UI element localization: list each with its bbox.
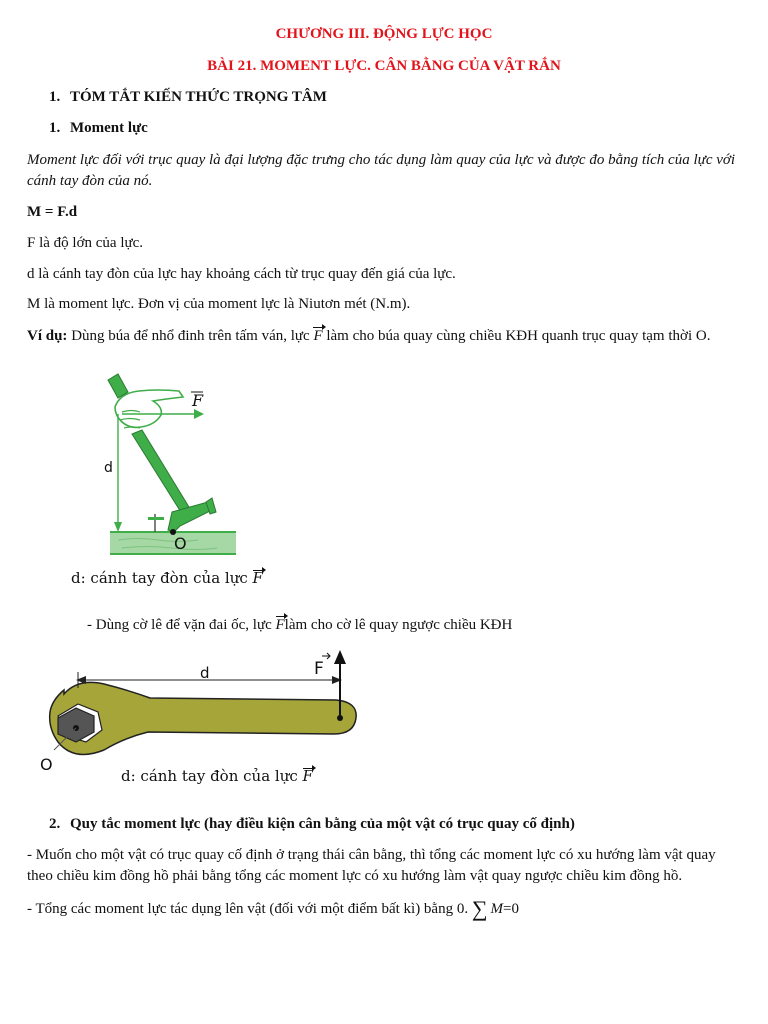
lever-arm-arrow xyxy=(114,522,122,532)
subsection-title: Moment lực xyxy=(70,120,148,136)
subsection2-number: 2. xyxy=(49,816,61,832)
subsection2-title: Quy tắc moment lực (hay điều kiện cân bằng của một vật có trục quay cố định) xyxy=(70,816,575,832)
hammer-figure xyxy=(60,362,260,594)
wrench-pivot-label: O xyxy=(40,755,53,772)
equals-zero: =0 xyxy=(503,901,519,917)
sigma-symbol: ∑ xyxy=(471,896,488,921)
subsection-heading xyxy=(49,120,148,137)
wrench-force-arrowhead xyxy=(334,650,346,664)
hammer-caption xyxy=(71,569,263,587)
hammer-handle xyxy=(132,430,192,517)
wrench-force-label: F xyxy=(314,659,324,679)
rule-1: - Muốn cho một vật có trục quay cố định ở trạng thái cân bằng, thì tổng các moment lực có xu hướng làm vật quay theo chiều kim đồng hồ phải bằng tổng các moment lực có xu hướng làm vật quay ngược chiều kim đồng hồ. xyxy=(27,847,716,884)
moment-symbol: M xyxy=(490,901,504,917)
m-description: M là moment lực. Đơn vị của moment lực là Niutơn mét (N.m). xyxy=(27,296,411,312)
section-title: TÓM TẮT KIẾN THỨC TRỌNG TÂM xyxy=(70,89,327,105)
wrench-caption-vector: F xyxy=(302,767,313,785)
subsection2-heading xyxy=(49,816,575,833)
definition-text: Moment lực đối với trục quay là đại lượng đặc trưng cho tác dụng làm quay của lực và được đo bằng tích của lực với cánh tay đòn của nó. xyxy=(27,152,736,189)
rule-2 xyxy=(27,898,743,920)
hammer-caption-vector: F xyxy=(252,569,263,587)
force-label: F xyxy=(192,391,204,410)
force-arrow-head xyxy=(194,409,204,419)
hand-outline xyxy=(115,390,183,427)
wrench-example-text xyxy=(87,615,512,636)
hammer-head xyxy=(168,502,212,532)
wooden-board xyxy=(110,532,236,554)
example-text-before: Dùng búa để nhổ đinh trên tấm ván, lực xyxy=(67,328,314,344)
wrench-force-symbol: F xyxy=(276,615,285,636)
d-description: d là cánh tay đòn của lực hay khoảng cách từ trục quay đến giá của lực. xyxy=(27,266,456,282)
hammer-caption-text: d: cánh tay đòn của lực xyxy=(71,569,253,587)
wrench-caption xyxy=(121,767,313,785)
wrench-text-after: làm cho cờ lê quay ngược chiều KĐH xyxy=(284,617,513,633)
wrench-caption-text: d: cánh tay đòn của lực xyxy=(121,767,303,785)
f-description: F là độ lớn của lực. xyxy=(27,235,144,251)
lesson-title: BÀI 21. MOMENT LỰC. CÂN BẰNG CỦA VẬT RẮN xyxy=(207,58,561,74)
formula: M = F.d xyxy=(27,204,78,220)
wrench-text-before: - Dùng cờ lê để vặn đai ốc, lực xyxy=(87,617,276,633)
force-vector-symbol: F xyxy=(313,326,322,347)
section-number: 1. xyxy=(49,89,61,105)
example-paragraph xyxy=(27,326,757,347)
example-text-after: làm cho búa quay cùng chiều KĐH quanh trục quay tạm thời O. xyxy=(322,328,711,344)
wrench-d-label: d xyxy=(200,664,210,682)
pivot-label: O xyxy=(174,534,187,553)
section-heading xyxy=(49,89,327,106)
subsection-number: 1. xyxy=(49,120,61,136)
wrench-force-point xyxy=(337,715,343,721)
chapter-title: CHƯƠNG III. ĐỘNG LỰC HỌC xyxy=(275,26,493,42)
example-label: Ví dụ: xyxy=(27,328,68,344)
nail-head xyxy=(148,517,164,520)
d-label: d xyxy=(104,460,113,476)
wrench-figure xyxy=(36,646,366,772)
rule-2-text: - Tổng các moment lực tác dụng lên vật (đối với một điểm bất kì) bằng 0. xyxy=(27,901,472,917)
